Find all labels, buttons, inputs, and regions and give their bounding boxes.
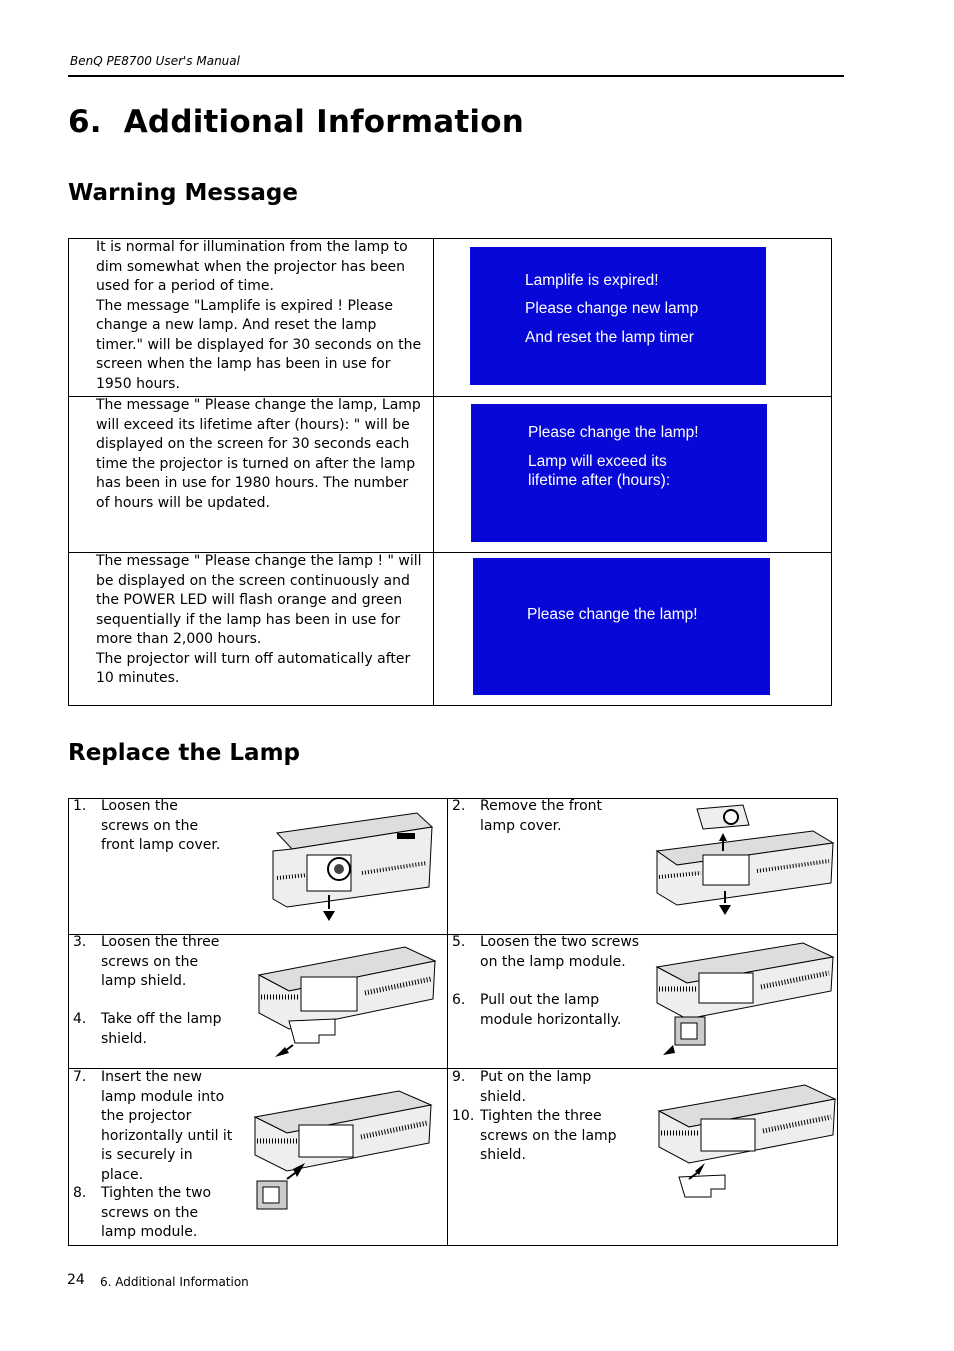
warning-section-title: Warning Message	[68, 180, 298, 206]
osd-message-box	[470, 247, 766, 385]
paragraph: The message " Please change the lamp ! " will be displayed on the screen continuously and the POWER LED will flash orange and green sequentially if the lamp has been in use for more than 2,000 hours.	[96, 553, 422, 647]
projector-insert-lamp-illustration	[249, 1085, 441, 1217]
warning-description	[96, 396, 426, 513]
warning-row	[69, 396, 831, 552]
osd-message-box	[473, 558, 770, 695]
step-text: Pull out the lamp module horizontally.	[480, 992, 622, 1028]
projector-lamp-module-illustration	[653, 939, 837, 1063]
step-text: Loosen the screws on the front lamp cover.	[101, 798, 221, 853]
step-text: Take off the lamp shield.	[101, 1011, 222, 1047]
step-number: 4.	[73, 1011, 87, 1027]
step-text: Insert the new lamp module into the projector horizontally until it is securely in place.	[101, 1069, 233, 1183]
step-text: Tighten the two screws on the lamp module.	[101, 1185, 212, 1240]
paragraph: The message " Please change the lamp, Lamp will exceed its lifetime after (hours): " will be displayed on the screen for 30 seconds each time the projector is turned on after the lamp has been in use for 1980 hours. The number of hours will be updated.	[96, 397, 421, 511]
paragraph: It is normal for illumination from the lamp to dim somewhat when the projector has been used for a period of time.	[96, 239, 408, 294]
osd-line: lifetime after (hours):	[528, 472, 671, 489]
step-number: 10.	[452, 1108, 475, 1124]
table-column-divider	[447, 799, 448, 1245]
step-text: Put on the lamp shield.	[480, 1069, 592, 1105]
page-number: 24	[67, 1272, 85, 1288]
osd-line: Please change the lamp!	[528, 424, 699, 441]
osd-line: Please change the lamp!	[527, 606, 698, 623]
step-number: 7.	[73, 1069, 87, 1085]
osd-line: And reset the lamp timer	[525, 329, 694, 346]
osd-line: Lamplife is expired!	[525, 272, 659, 289]
osd-message-box	[471, 404, 767, 542]
projector-replace-shield-illustration	[655, 1079, 839, 1203]
osd-line: Please change new lamp	[525, 300, 699, 317]
step-text: Loosen the three screws on the lamp shield.	[101, 934, 220, 989]
replace-section-title: Replace the Lamp	[68, 740, 300, 766]
projector-cover-removed-illustration	[653, 803, 837, 929]
osd-line: Lamp will exceed its	[528, 453, 667, 470]
step-number: 6.	[452, 992, 466, 1008]
step-text: Loosen the two screws on the lamp module.	[480, 934, 640, 970]
step-number: 2.	[452, 798, 466, 814]
projector-lamp-shield-illustration	[255, 939, 441, 1063]
step-text: Remove the front lamp cover.	[480, 798, 602, 834]
paragraph: The message "Lamplife is expired ! Please change a new lamp. And reset the lamp timer." will be displayed for 30 seconds on the screen when the lamp has been in use for 1950 hours.	[96, 297, 422, 392]
warning-description	[96, 238, 426, 394]
running-head: BenQ PE8700 User's Manual	[70, 54, 240, 68]
step-number: 5.	[452, 934, 466, 950]
chapter-title: 6. Additional Information	[68, 104, 524, 140]
warning-table	[68, 238, 832, 706]
replace-lamp-table	[68, 798, 838, 1246]
footer-section: 6. Additional Information	[100, 1275, 249, 1289]
step-text: Tighten the three screws on the lamp shield.	[480, 1108, 617, 1163]
step-number: 1.	[73, 798, 87, 814]
warning-description	[96, 552, 426, 689]
warning-row	[69, 239, 831, 396]
paragraph: The projector will turn off automatically after 10 minutes.	[96, 650, 411, 686]
projector-front-cover-illustration	[267, 803, 437, 929]
step-number: 9.	[452, 1069, 466, 1085]
step-number: 8.	[73, 1185, 87, 1201]
step-number: 3.	[73, 934, 87, 950]
warning-row	[69, 552, 831, 706]
header-rule	[68, 75, 844, 77]
